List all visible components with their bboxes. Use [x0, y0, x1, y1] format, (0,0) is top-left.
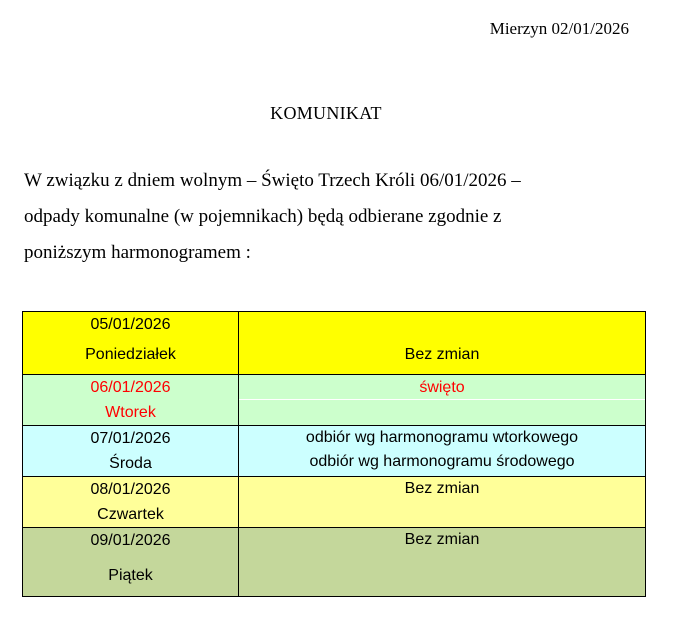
- status-cell: [239, 426, 646, 477]
- status-text: odbiór wg harmonogramu środowego: [309, 453, 575, 470]
- day-name: Środa: [109, 455, 152, 472]
- day-date: 06/01/2026: [90, 379, 171, 396]
- cell-divider: [239, 399, 645, 400]
- day-date: 08/01/2026: [90, 481, 171, 498]
- place-date: Mierzyn 02/01/2026: [489, 19, 629, 38]
- status-cell: [239, 312, 646, 375]
- announcement-line-3: poniższym harmonogramem :: [24, 242, 251, 263]
- status-cell: [239, 477, 646, 528]
- day-name: Czwartek: [97, 506, 164, 523]
- status-text: Bez zmian: [404, 346, 480, 363]
- day-name: Piątek: [108, 567, 153, 584]
- status-text: Bez zmian: [404, 531, 480, 548]
- announcement-text: [24, 163, 644, 271]
- day-date: 07/01/2026: [90, 430, 171, 447]
- table-row: [23, 312, 646, 375]
- day-cell: [23, 477, 239, 528]
- day-cell: [23, 426, 239, 477]
- status-text: święto: [419, 379, 465, 396]
- day-cell: [23, 528, 239, 597]
- day-cell: [23, 375, 239, 426]
- announcement-line-2: odpady komunalne (w pojemnikach) będą odbierane zgodnie z: [24, 206, 502, 227]
- day-name: Poniedziałek: [85, 346, 176, 363]
- day-date: 09/01/2026: [90, 532, 171, 549]
- schedule-table: [22, 311, 646, 597]
- table-row: [23, 426, 646, 477]
- day-cell: [23, 312, 239, 375]
- page-title: KOMUNIKAT: [270, 103, 382, 123]
- status-text: Bez zmian: [404, 480, 480, 497]
- announcement-line-1: W związku z dniem wolnym – Święto Trzech Króli 06/01/2026 –: [24, 170, 521, 191]
- status-cell: [239, 528, 646, 597]
- table-row: [23, 477, 646, 528]
- table-row: [23, 528, 646, 597]
- status-cell: [239, 375, 646, 426]
- day-date: 05/01/2026: [90, 316, 171, 333]
- table-row: [23, 375, 646, 426]
- day-name: Wtorek: [105, 404, 156, 421]
- status-text: odbiór wg harmonogramu wtorkowego: [305, 429, 579, 446]
